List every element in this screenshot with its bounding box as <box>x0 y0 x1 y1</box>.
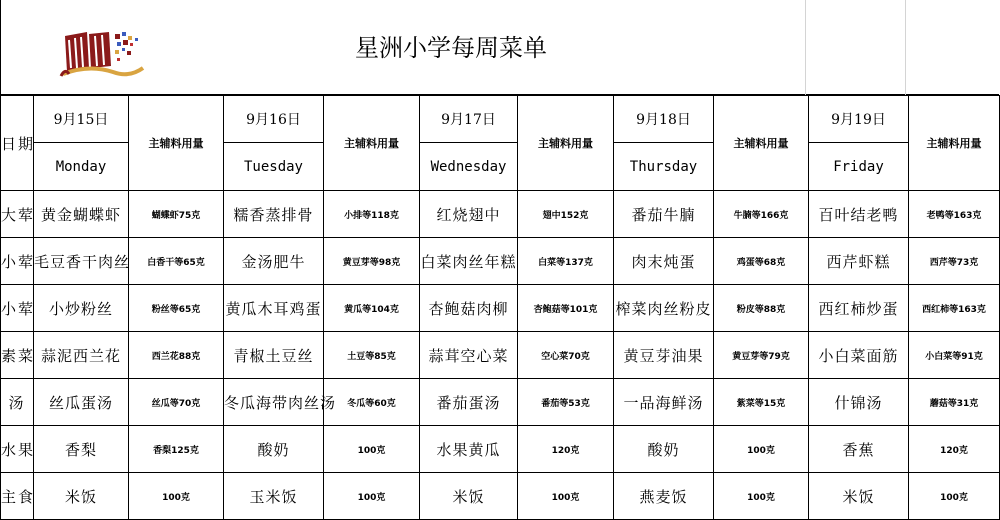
menu-row <box>1 473 1000 520</box>
category-label: 小荤 <box>1 238 34 285</box>
dish-cell: 百叶结老鸭 <box>809 191 909 238</box>
dish-cell: 青椒土豆丝 <box>224 332 324 379</box>
day-weekday: Wednesday <box>420 143 518 191</box>
school-logo-icon <box>59 28 155 80</box>
dish-cell: 糯香蒸排骨 <box>224 191 324 238</box>
quantity-cell: 120克 <box>518 426 614 473</box>
quantity-cell: 100克 <box>324 426 420 473</box>
quantity-cell: 番茄等53克 <box>518 379 614 426</box>
quantity-cell: 100克 <box>129 473 224 520</box>
quantity-cell: 鸡蛋等68克 <box>714 238 809 285</box>
quantity-cell: 西红柿等163克 <box>909 285 1000 332</box>
grid-line <box>805 0 806 95</box>
dish-cell: 蒜茸空心菜 <box>420 332 518 379</box>
quantity-cell: 紫菜等15克 <box>714 379 809 426</box>
quantity-header: 主辅料用量 <box>714 96 809 191</box>
dish-cell: 玉米饭 <box>224 473 324 520</box>
dish-cell: 一品海鲜汤 <box>614 379 714 426</box>
quantity-cell: 空心菜70克 <box>518 332 614 379</box>
quantity-cell: 蝴蝶虾75克 <box>129 191 224 238</box>
quantity-cell: 粉皮等88克 <box>714 285 809 332</box>
menu-row <box>1 238 1000 285</box>
dish-cell: 水果黄瓜 <box>420 426 518 473</box>
dish-cell: 白菜肉丝年糕 <box>420 238 518 285</box>
dish-cell: 红烧翅中 <box>420 191 518 238</box>
dish-cell: 黄豆芽油果 <box>614 332 714 379</box>
dish-cell: 西红柿炒蛋 <box>809 285 909 332</box>
category-label: 小荤 <box>1 285 34 332</box>
quantity-cell: 翅中152克 <box>518 191 614 238</box>
day-date: 9月18日 <box>614 96 714 143</box>
quantity-cell: 老鸭等163克 <box>909 191 1000 238</box>
dish-cell: 香梨 <box>34 426 129 473</box>
dish-cell: 黄金蝴蝶虾 <box>34 191 129 238</box>
quantity-cell: 白菜等137克 <box>518 238 614 285</box>
menu-row <box>1 426 1000 473</box>
dish-cell: 冬瓜海带肉丝汤 <box>224 379 324 426</box>
quantity-cell: 黄豆芽等98克 <box>324 238 420 285</box>
dish-cell: 香蕉 <box>809 426 909 473</box>
quantity-cell: 100克 <box>518 473 614 520</box>
quantity-header: 主辅料用量 <box>324 96 420 191</box>
quantity-cell: 丝瓜等70克 <box>129 379 224 426</box>
quantity-cell: 100克 <box>324 473 420 520</box>
dish-cell: 米饭 <box>420 473 518 520</box>
dish-cell: 西芹虾糕 <box>809 238 909 285</box>
quantity-cell: 100克 <box>714 426 809 473</box>
day-weekday: Monday <box>34 143 129 191</box>
day-weekday: Tuesday <box>224 143 324 191</box>
quantity-cell: 100克 <box>714 473 809 520</box>
menu-row <box>1 191 1000 238</box>
quantity-cell: 100克 <box>909 473 1000 520</box>
dish-cell: 番茄蛋汤 <box>420 379 518 426</box>
date-row <box>1 96 1000 143</box>
quantity-cell: 杏鲍菇等101克 <box>518 285 614 332</box>
quantity-cell: 香梨125克 <box>129 426 224 473</box>
quantity-cell: 粉丝等65克 <box>129 285 224 332</box>
category-label: 汤 <box>1 379 34 426</box>
dish-cell: 榨菜肉丝粉皮 <box>614 285 714 332</box>
date-row-header: 日期 <box>1 96 34 191</box>
category-label: 水果 <box>1 426 34 473</box>
day-weekday: Thursday <box>614 143 714 191</box>
dish-cell: 燕麦饭 <box>614 473 714 520</box>
quantity-cell: 黄豆芽等79克 <box>714 332 809 379</box>
category-label: 主食 <box>1 473 34 520</box>
menu-row <box>1 285 1000 332</box>
quantity-cell: 白香干等65克 <box>129 238 224 285</box>
dish-cell: 黄瓜木耳鸡蛋 <box>224 285 324 332</box>
dish-cell: 丝瓜蛋汤 <box>34 379 129 426</box>
day-weekday: Friday <box>809 143 909 191</box>
dish-cell: 小炒粉丝 <box>34 285 129 332</box>
quantity-cell: 冬瓜等60克 <box>324 379 420 426</box>
quantity-cell: 120克 <box>909 426 1000 473</box>
day-date: 9月17日 <box>420 96 518 143</box>
quantity-header: 主辅料用量 <box>518 96 614 191</box>
dish-cell: 肉末炖蛋 <box>614 238 714 285</box>
quantity-cell: 蘑菇等31克 <box>909 379 1000 426</box>
quantity-cell: 小白菜等91克 <box>909 332 1000 379</box>
category-label: 素菜 <box>1 332 34 379</box>
menu-row <box>1 379 1000 426</box>
menu-table <box>0 95 1000 520</box>
quantity-header: 主辅料用量 <box>909 96 1000 191</box>
category-label: 大荤 <box>1 191 34 238</box>
dish-cell: 毛豆香干肉丝 <box>34 238 129 285</box>
quantity-cell: 牛腩等166克 <box>714 191 809 238</box>
dish-cell: 米饭 <box>34 473 129 520</box>
grid-line <box>905 0 906 95</box>
quantity-cell: 黄瓜等104克 <box>324 285 420 332</box>
page-title: 星洲小学每周菜单 <box>355 34 547 62</box>
dish-cell: 酸奶 <box>614 426 714 473</box>
day-date: 9月16日 <box>224 96 324 143</box>
menu-body <box>1 191 1000 520</box>
dish-cell: 番茄牛腩 <box>614 191 714 238</box>
dish-cell: 什锦汤 <box>809 379 909 426</box>
dish-cell: 杏鲍菇肉柳 <box>420 285 518 332</box>
dish-cell: 小白菜面筋 <box>809 332 909 379</box>
quantity-header: 主辅料用量 <box>129 96 224 191</box>
quantity-cell: 西芹等73克 <box>909 238 1000 285</box>
dish-cell: 酸奶 <box>224 426 324 473</box>
quantity-cell: 西兰花88克 <box>129 332 224 379</box>
dish-cell: 米饭 <box>809 473 909 520</box>
quantity-cell: 小排等118克 <box>324 191 420 238</box>
menu-row <box>1 332 1000 379</box>
day-date: 9月19日 <box>809 96 909 143</box>
quantity-cell: 土豆等85克 <box>324 332 420 379</box>
title-banner <box>0 0 999 95</box>
dish-cell: 金汤肥牛 <box>224 238 324 285</box>
day-date: 9月15日 <box>34 96 129 143</box>
dish-cell: 蒜泥西兰花 <box>34 332 129 379</box>
